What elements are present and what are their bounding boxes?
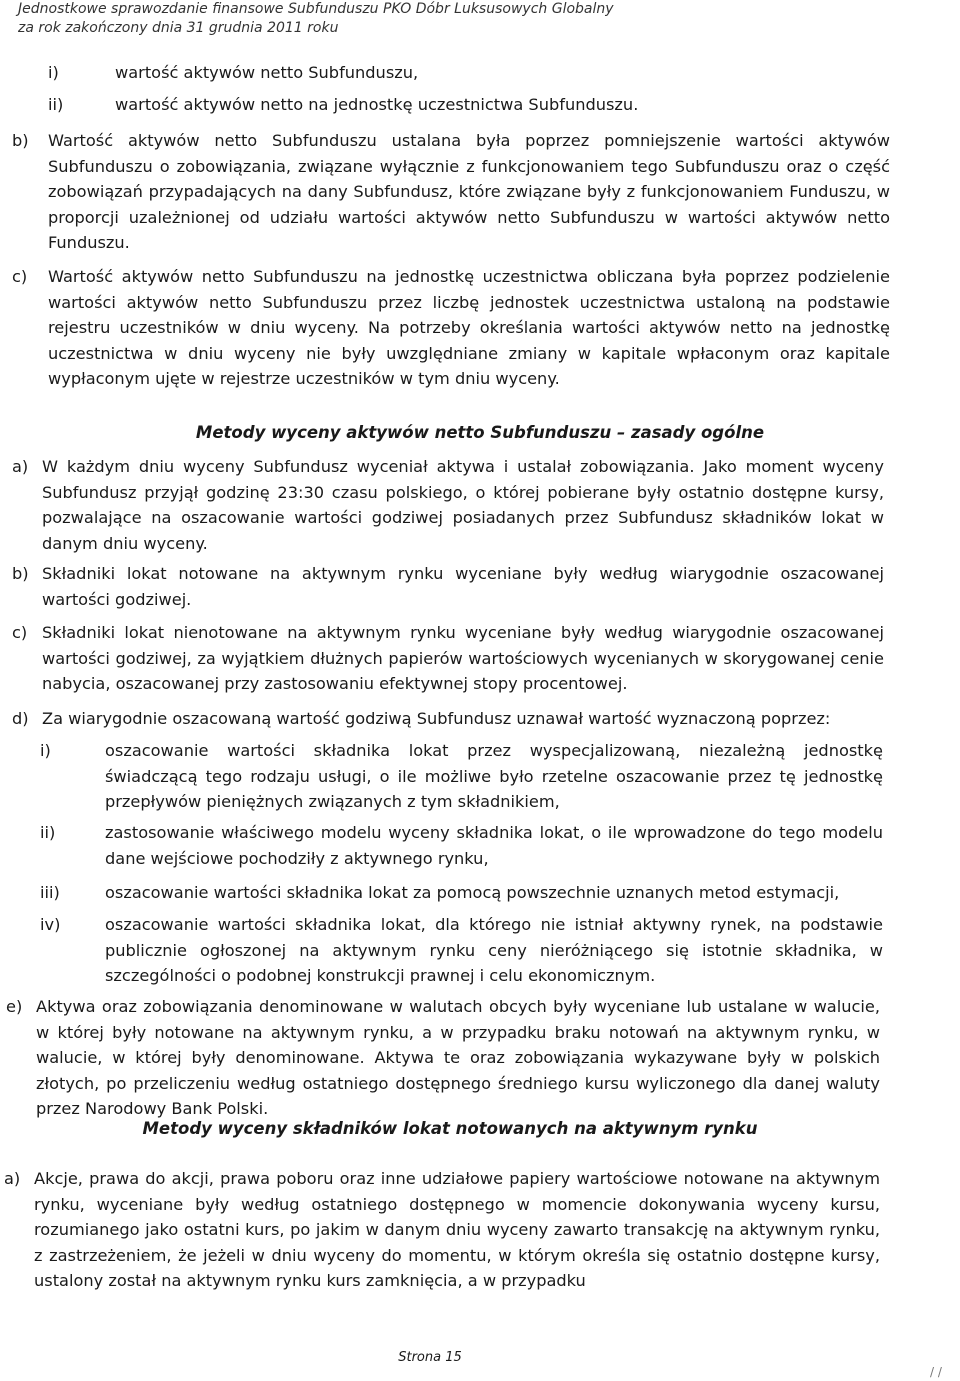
page-header (18, 0, 614, 38)
intro-item-label: i) (48, 63, 59, 82)
page-number: Strona 15 (398, 1350, 462, 1365)
intro-item-label: ii) (48, 95, 64, 114)
sub-item-text: zastosowanie właściwego modelu wyceny składnika lokat, o ile wprowadzone do tego modelu dane wejściowe pochodziły z aktywnego rynku, (105, 823, 883, 868)
sub-item-text: oszacowanie wartości składnika lokat za pomocą powszechnie uznanych metod estymacji, (105, 883, 840, 902)
intro-item-text: wartość aktywów netto na jednostkę uczestnictwa Subfunduszu. (115, 95, 639, 114)
list-item-label: d) (12, 709, 29, 728)
intro-item-text: wartość aktywów netto Subfunduszu, (115, 63, 419, 82)
list-item-text: Za wiarygodnie oszacowaną wartość godziwą Subfundusz uznawał wartość wyznaczoną poprzez: (42, 709, 831, 728)
list-item-label: e) (6, 997, 23, 1016)
header-line-1: Jednostkowe sprawozdanie finansowe Subfunduszu PKO Dóbr Luksusowych Globalny (18, 1, 614, 17)
list-item-text: Akcje, prawa do akcji, prawa poboru oraz inne udziałowe papiery wartościowe notowane na aktywnym rynku, wyceniane były według ostatniego dostępnego w momencie dokonywania wyceny kursu, rozumianego jako ostatni kurs, po jakim w danym dniu wyceny zawarto transakcję na aktywnym rynku, z zastrzeżeniem, że jeżeli w dniu wyceny do momentu, w którym określa się ostatnio dostępne kursy, ustalony został na aktywnym rynku kurs zamknięcia, a w przypadku (34, 1169, 880, 1290)
list-item-text: Składniki lokat nienotowane na aktywnym rynku wyceniane były według wiarygodnie oszacowanej wartości godziwej, za wyjątkiem dłużnych papierów wartościowych wycenianych w skorygowanej cenie nabycia, oszacowanej przy zastosowaniu efektywnej stopy procentowej. (42, 623, 884, 693)
header-line-2: za rok zakończony dnia 31 grudnia 2011 roku (18, 20, 339, 36)
list-item-label: b) (12, 564, 29, 583)
list-item-text: Wartość aktywów netto Subfunduszu na jednostkę uczestnictwa obliczana była poprzez podzielenie wartości aktywów netto Subfunduszu przez liczbę jednostek uczestnictwa ustaloną na podstawie rejestru uczestników w dniu wyceny. Na potrzeby określania wartości aktywów netto na jednostkę uczestnictwa w dniu wyceny nie były uwzględniane zmiany w kapitale wpłaconym oraz kapitale wypłaconym ujęte w rejestrze uczestników w tym dniu wyceny. (48, 267, 890, 388)
list-item-text: Składniki lokat notowane na aktywnym rynku wyceniane były według wiarygodnie oszacowanej wartości godziwej. (42, 564, 884, 609)
list-item-label: c) (12, 267, 28, 286)
sub-item-label: iv) (40, 915, 61, 934)
sub-item-text: oszacowanie wartości składnika lokat, dla którego nie istniał aktywny rynek, na podstawie publicznie ogłoszonej na aktywnym rynku ceny nieróżniącego się istotnie składnika, w szczególności o podobnej konstrukcji prawnej i celu ekonomicznym. (105, 915, 883, 985)
sub-item-label: i) (40, 741, 51, 760)
list-item-label: b) (12, 131, 29, 150)
list-item-text: Aktywa oraz zobowiązania denominowane w walutach obcych były wyceniane lub ustalane w walucie, w której były notowane na aktywnym rynku, a w przypadku braku notowań na aktywnym rynku, w walucie, w której były denominowane. Aktywa te oraz zobowiązania wykazywane były w polskich złotych, po przeliczeniu według ostatniego dostępnego średniego kursu wyliczonego dla danej waluty przez Narodowy Bank Polski. (36, 997, 880, 1118)
section-heading: Metody wyceny składników lokat notowanych na aktywnym rynku (142, 1119, 758, 1138)
sub-item-label: iii) (40, 883, 60, 902)
list-item-label: a) (12, 457, 29, 476)
margin-mark: / / (930, 1365, 942, 1379)
list-item-label: c) (12, 623, 28, 642)
section-heading: Metody wyceny aktywów netto Subfunduszu – zasady ogólne (195, 423, 765, 442)
list-item-text: Wartość aktywów netto Subfunduszu ustalana była poprzez pomniejszenie wartości aktywów Subfunduszu o zobowiązania, związane wyłącznie z funkcjonowaniem tego Subfunduszu oraz o część zobowiązań przypadających na dany Subfundusz, które związane były z funkcjonowaniem Funduszu, w proporcji uzależnionej od udziału wartości aktywów netto Subfunduszu w wartości aktywów netto Funduszu. (48, 131, 890, 252)
sub-item-label: ii) (40, 823, 56, 842)
list-item-text: W każdym dniu wyceny Subfundusz wyceniał aktywa i ustalał zobowiązania. Jako moment wyceny Subfundusz przyjął godzinę 23:30 czasu polskiego, o której pobierane były ostatnio dostępne kursy, pozwalające na oszacowanie wartości godziwej posiadanych przez Subfundusz składników lokat w danym dniu wyceny. (42, 457, 884, 553)
list-item-label: a) (4, 1169, 21, 1188)
sub-item-text: oszacowanie wartości składnika lokat przez wyspecjalizowaną, niezależną jednostkę świadczącą tego rodzaju usługi, o ile możliwe było rzetelne oszacowanie przez tę jednostkę przepływów pieniężnych związanych z tym składnikiem, (105, 741, 883, 811)
